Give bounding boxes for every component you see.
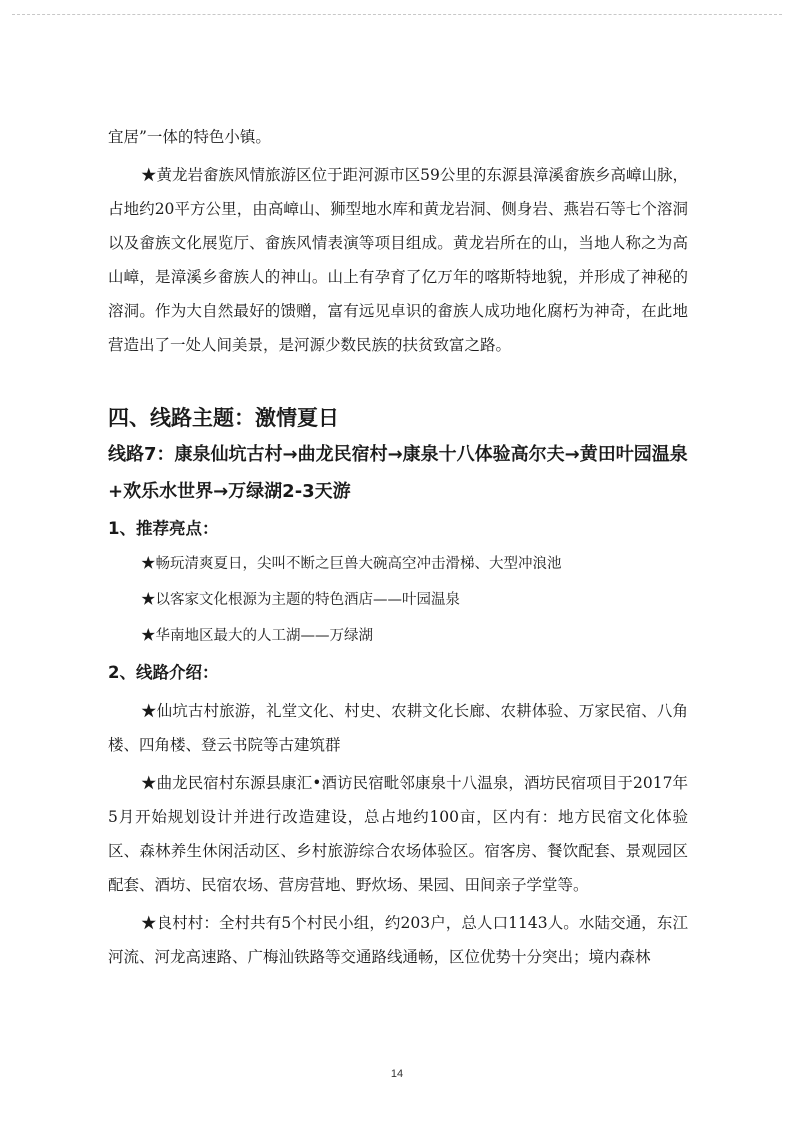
highlights-heading: 1、推荐亮点： [108,519,219,538]
section-heading: 四、线路主题：激情夏日 [108,406,339,430]
route-intro-paragraph: ★仙坑古村旅游，礼堂文化、村史、农耕文化长廊、农耕体验、万家民宿、八角楼、四角楼、登云书院等古建筑群 [108,702,688,754]
route-title: 线路7：康泉仙坑古村→曲龙民宿村→康泉十八体验高尔夫→黄田叶园温泉+欢乐水世界→万绿湖2-3天游 [108,444,688,502]
route-intro-paragraph: ★良村村：全村共有5个村民小组，约203户，总人口1143人。水陆交通，东江河流、河龙高速路、广梅汕铁路等交通路线通畅，区位优势十分突出；境内森林 [108,914,688,966]
page-top-edge [12,14,782,15]
page-number: 14 [390,1068,404,1080]
intro-tail-text: 宜居”一体的特色小镇。 [108,128,271,146]
route-intro-heading: 2、线路介绍： [108,663,219,682]
document-body [108,120,688,974]
highlight-item: ★华南地区最大的人工湖——万绿湖 [141,628,373,644]
route-intro-paragraph: ★曲龙民宿村东源县康汇•酒访民宿毗邻康泉十八温泉，酒坊民宿项目于2017年5月开始规划设计并进行改造建设，总占地约100亩，区内有：地方民宿文化体验区、森林养生休闲活动区、乡村旅游综合农场体验区。宿客房、餐饮配套、景观园区配套、酒坊、民宿农场、营房营地、野炊场、果园、田间亲子学堂等。 [108,774,688,894]
highlight-item: ★以客家文化根源为主题的特色酒店——叶园温泉 [141,592,460,608]
huanglongyan-paragraph: ★黄龙岩畲族风情旅游区位于距河源市区59公里的东源县漳溪畲族乡高嶂山脉，占地约20平方公里，由高嶂山、狮型地水库和黄龙岩洞、侧身岩、燕岩石等七个溶洞以及畲族文化展览厅、畲族风情表演等项目组成。黄龙岩所在的山，当地人称之为高山嶂，是漳溪乡畲族人的神山。山上有孕育了亿万年的喀斯特地貌，并形成了神秘的溶洞。作为大自然最好的馈赠，富有远见卓识的畲族人成功地化腐朽为神奇，在此地营造出了一处人间美景，是河源少数民族的扶贫致富之路。 [108,166,688,354]
highlight-item: ★畅玩清爽夏日，尖叫不断之巨兽大碗高空冲击滑梯、大型冲浪池 [141,556,562,572]
